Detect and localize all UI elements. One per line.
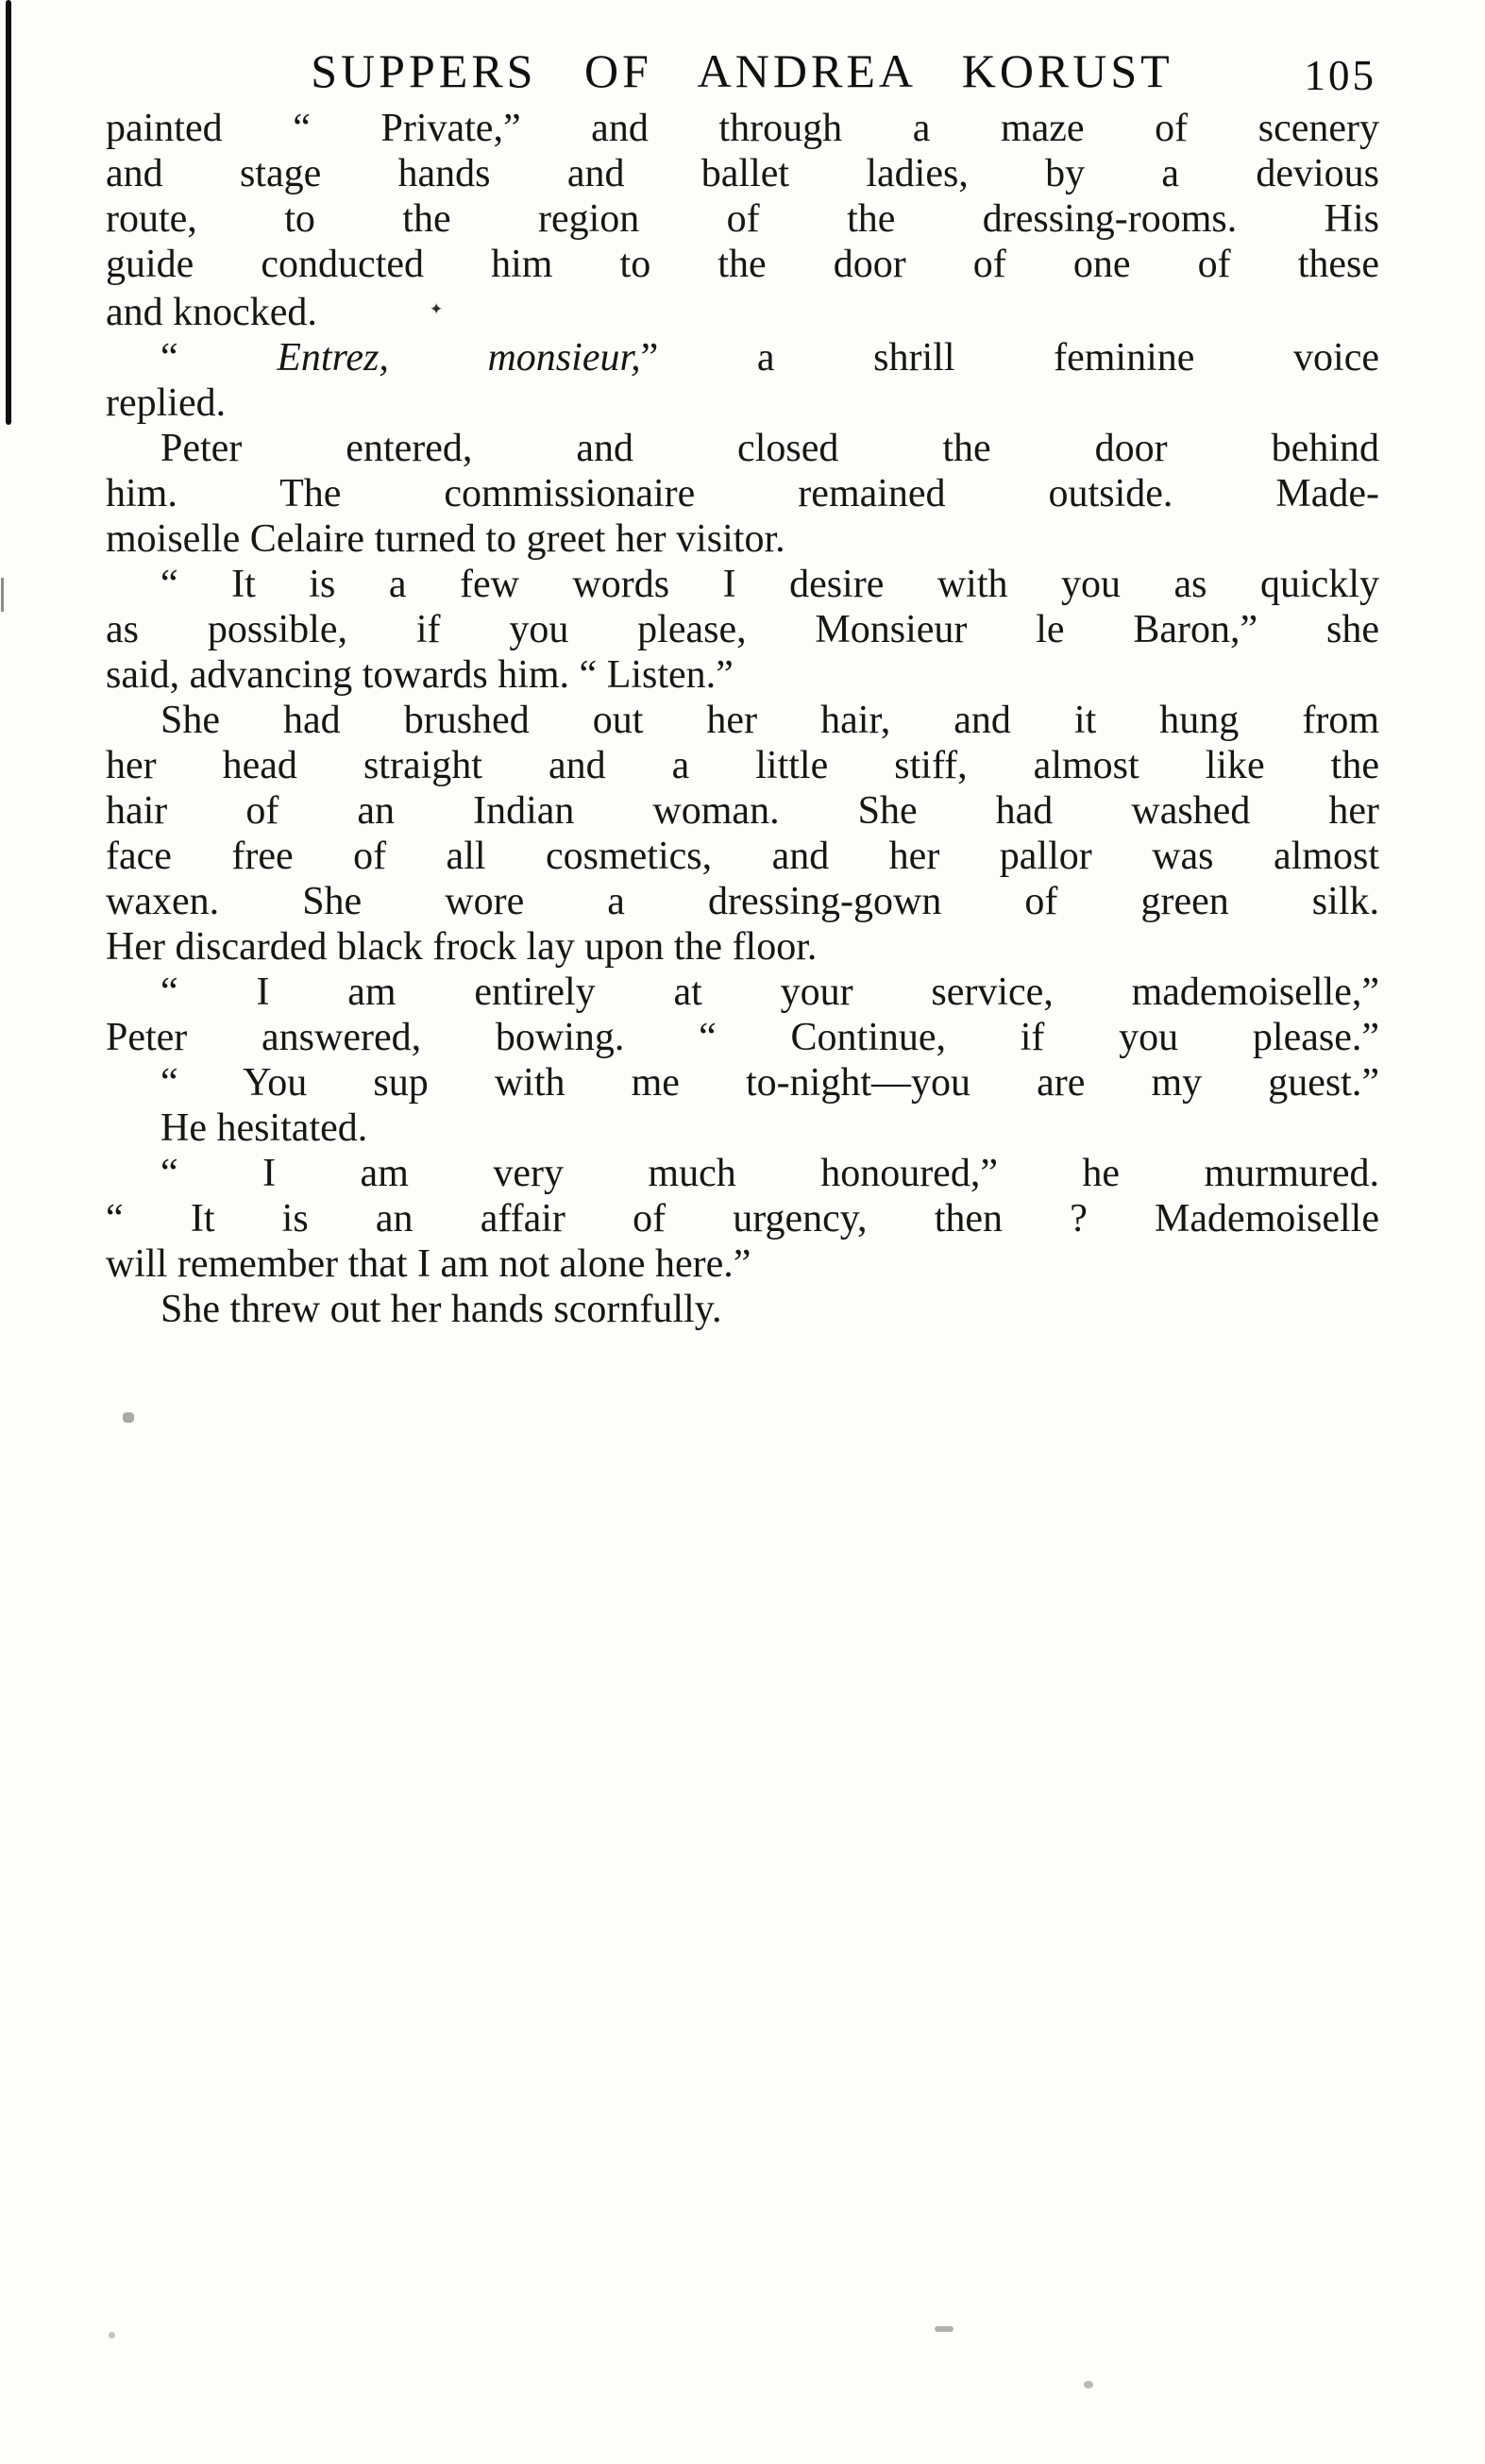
text-line — [106, 879, 1379, 924]
text-segment: “ I am entirely at your service, mademoiselle,” — [160, 970, 1379, 1014]
text-segment: waxen. She wore a dressing-gown of green silk. — [106, 880, 1379, 923]
paragraph — [106, 335, 1379, 426]
paragraph — [106, 1105, 1379, 1151]
text-segment: said, advancing towards him. “ Listen.” — [106, 653, 734, 697]
paragraph — [106, 106, 1379, 335]
text-segment: route, to the region of the dressing-rooms. His — [106, 197, 1379, 241]
text-segment: “ I am very much honoured,” he murmured. — [160, 1152, 1379, 1195]
text-line — [106, 788, 1379, 834]
running-title: SUPPERS OF ANDREA KORUST — [311, 44, 1173, 97]
text-line — [106, 1241, 1379, 1287]
text-line — [106, 1287, 1379, 1332]
text-segment: “ You sup with me to-night—you are my guest.” — [160, 1061, 1379, 1105]
page-header — [106, 43, 1378, 100]
text-line — [106, 970, 1379, 1015]
scan-speck — [123, 1412, 134, 1423]
text-line — [106, 1105, 1379, 1151]
text-line — [106, 698, 1379, 743]
text-line — [106, 516, 1379, 562]
text-segment: He hesitated. — [160, 1106, 368, 1150]
text-line — [106, 287, 1379, 335]
text-line — [106, 924, 1379, 970]
text-segment: him. The commissionaire remained outside. Made- — [106, 472, 1379, 515]
paragraph — [106, 698, 1379, 970]
text-segment: and knocked. — [106, 291, 317, 334]
text-segment: painted “ Private,” and through a maze of scenery — [106, 107, 1379, 150]
text-line — [106, 335, 1379, 380]
text-segment: Peter entered, and closed the door behind — [160, 427, 1379, 470]
text-segment: Her discarded black frock lay upon the floor. — [106, 925, 818, 969]
text-segment: Peter answered, bowing. “ Continue, if you please.” — [106, 1016, 1379, 1059]
text-line — [106, 106, 1379, 151]
text-line — [106, 196, 1379, 242]
italic-text: Entrez, monsieur, — [277, 336, 641, 380]
text-segment: “ It is an affair of urgency, then ? Mademoiselle — [106, 1197, 1379, 1240]
scan-artifact-tick — [1, 578, 4, 612]
text-line — [106, 743, 1379, 788]
text-line — [106, 1151, 1379, 1196]
text-segment: “ — [160, 336, 278, 380]
ink-mark: ✦ — [429, 300, 444, 318]
paragraph — [106, 426, 1379, 562]
text-segment: moiselle Celaire turned to greet her visitor. — [106, 517, 785, 561]
text-segment: She threw out her hands scornfully. — [160, 1288, 722, 1331]
text-line — [106, 242, 1379, 287]
text-line — [106, 562, 1379, 607]
paragraph — [106, 1060, 1379, 1105]
text-line — [106, 834, 1379, 879]
text-segment: as possible, if you please, Monsieur le Baron,” she — [106, 608, 1379, 651]
text-line — [106, 426, 1379, 471]
text-segment: replied. — [106, 381, 227, 425]
text-segment: guide conducted him to the door of one of these — [106, 243, 1379, 286]
text-segment: hair of an Indian woman. She had washed her — [106, 789, 1379, 833]
scan-speck — [935, 2326, 953, 2332]
text-segment: “ It is a few words I desire with you as quickly — [160, 563, 1379, 606]
text-segment: will remember that I am not alone here.” — [106, 1242, 751, 1286]
text-segment: her head straight and a little stiff, almost like the — [106, 744, 1379, 787]
paragraph — [106, 970, 1379, 1060]
text-segment: ” a shrill feminine voice — [640, 336, 1379, 380]
text-line — [106, 1015, 1379, 1060]
page-body — [106, 106, 1379, 1332]
paragraph — [106, 562, 1379, 698]
scan-speck — [109, 2332, 115, 2338]
scan-speck — [1084, 2381, 1093, 2388]
text-line — [106, 380, 1379, 426]
paragraph — [106, 1287, 1379, 1332]
scan-artifact-line — [6, 0, 11, 425]
text-segment: face free of all cosmetics, and her pallor was almost — [106, 835, 1379, 878]
page-number: 105 — [1304, 52, 1376, 99]
text-segment: and stage hands and ballet ladies, by a devious — [106, 152, 1379, 195]
text-line — [106, 652, 1379, 698]
text-line — [106, 151, 1379, 196]
text-line — [106, 1060, 1379, 1105]
text-line — [106, 1196, 1379, 1241]
text-line — [106, 607, 1379, 652]
text-line — [106, 471, 1379, 516]
text-segment: She had brushed out her hair, and it hung from — [160, 699, 1379, 742]
paragraph — [106, 1151, 1379, 1287]
